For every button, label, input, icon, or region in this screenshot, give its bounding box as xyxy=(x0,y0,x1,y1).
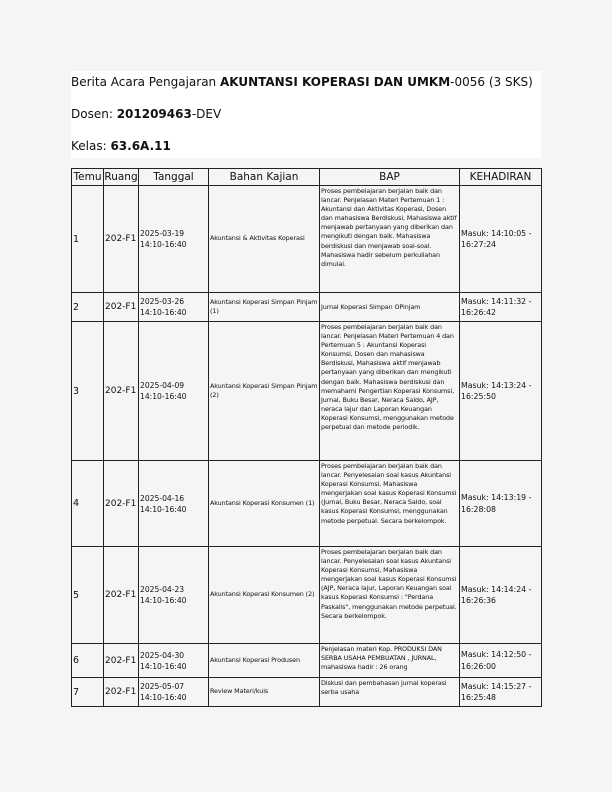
cell-bahan-kajian: Akuntansi & Aktivitas Koperasi xyxy=(209,186,320,293)
col-header-bap: BAP xyxy=(320,169,460,186)
time-value: 14:10-16:40 xyxy=(140,693,187,702)
cell-temu: 7 xyxy=(72,678,104,707)
lecturer-label: Dosen: xyxy=(71,107,117,121)
cell-tanggal xyxy=(139,644,209,678)
time-value: 14:10-16:40 xyxy=(140,504,187,514)
date-value: 2025-04-30 xyxy=(140,650,185,660)
cell-tanggal xyxy=(139,322,209,461)
cell-ruang: 202-F1 xyxy=(104,547,139,644)
lecturer-id: 201209463 xyxy=(116,107,192,121)
cell-bap: Proses pembelajaran berjalan baik dan lancar. Penjelasan Materi Pertemuan 1 : Akuntansi dan Aktivitas Koperasi, Dosen dan mahasiswa Berdiskusi, Mahasiswa aktif menjawab pertanyaan yang diberikan dan mengikuti dengan baik. Mahasiswa berdiskusi dan menjawab soal-soal. Mahasiswa hadir sebelum perkuliahan dimulai. xyxy=(320,186,460,293)
title-prefix: Berita Acara Pengajaran xyxy=(71,75,220,89)
cell-temu: 5 xyxy=(72,547,104,644)
cell-ruang: 202-F1 xyxy=(104,186,139,293)
cell-temu: 6 xyxy=(72,644,104,678)
class-label: Kelas: xyxy=(71,139,111,153)
cell-kehadiran: Masuk: 14:10:05 - 16:27:24 xyxy=(460,186,542,293)
col-header-ruang: Ruang xyxy=(104,169,139,186)
cell-ruang: 202-F1 xyxy=(104,461,139,547)
cell-temu: 3 xyxy=(72,322,104,461)
date-value: 2025-03-19 xyxy=(140,229,185,238)
cell-bahan-kajian: Akuntansi Koperasi Konsumen (2) xyxy=(209,547,320,644)
col-header-temu: Temu xyxy=(72,169,104,186)
class-value: 63.6A.11 xyxy=(110,139,171,153)
cell-tanggal xyxy=(139,186,209,293)
cell-temu: 4 xyxy=(72,461,104,547)
cell-bap: Proses pembelajaran berjalan baik dan lancar. Penyelesaian soal kasus Akuntansi Koperasi Konsumsi, Mahasiswa mengerjakan soal kasus Koperasi Konsumsi (AJP, Neraca lajur, Laporan Keuangan soal kasus Koperasi Konsumsi : "Perdana Paskalis", menggunakan metode perpetual. Secara berkelompok. xyxy=(320,547,460,644)
time-value: 14:10-16:40 xyxy=(140,240,187,249)
cell-ruang: 202-F1 xyxy=(104,678,139,707)
class-line xyxy=(71,139,171,153)
cell-tanggal xyxy=(139,547,209,644)
time-value: 14:10-16:40 xyxy=(140,308,187,317)
col-header-kehadiran: KEHADIRAN xyxy=(460,169,542,186)
cell-bahan-kajian: Akuntansi Koperasi Konsumen (1) xyxy=(209,461,320,547)
table-row xyxy=(72,186,542,293)
cell-kehadiran: Masuk: 14:14:24 - 16:26:36 xyxy=(460,547,542,644)
attendance-table xyxy=(71,168,542,707)
cell-kehadiran: Masuk: 14:13:24 - 16:25:50 xyxy=(460,322,542,461)
cell-bahan-kajian: Akuntansi Koperasi Produsen xyxy=(209,644,320,678)
cell-kehadiran: Masuk: 14:13:19 - 16:28:08 xyxy=(460,461,542,547)
table-row xyxy=(72,547,542,644)
col-header-bahan-kajian: Bahan Kajian xyxy=(209,169,320,186)
date-value: 2025-05-07 xyxy=(140,682,185,691)
cell-bap: Diskusi dan pembahasan jurnal koperasi serba usaha xyxy=(320,678,460,707)
lecturer-line xyxy=(71,107,221,121)
course-code-sks: -0056 (3 SKS) xyxy=(450,75,533,89)
cell-bahan-kajian: Akuntansi Koperasi Simpan Pinjam (1) xyxy=(209,293,320,322)
cell-kehadiran: Masuk: 14:11:32 - 16:26:42 xyxy=(460,293,542,322)
cell-bap: Penjelasan materi Kop. PRODUKSI DAN SERBA USAHA PEMBUATAN , JURNAL, mahasiswa hadir : 26 orang xyxy=(320,644,460,678)
report-header xyxy=(71,71,541,158)
date-value: 2025-04-16 xyxy=(140,493,185,503)
cell-bap: Proses pembelajaran berjalan baik dan lancar. Penjelasan Materi Pertemuan 4 dan Pertemuan 5 : Akuntansi Koperasi Konsumsi, Dosen dan mahasiswa Berdiskusi, Mahasiswa aktif menjawab pertanyaan yang diberikan dan mengikuti dengan baik. Mahasiswa berdiskusi dan memahami Pengertian Koperasi Konsumsi, Jurnal, Buku Besar, Neraca Saldo, AJP, neraca lajur dan Laporan Keuangan Koperasi Konsumsi, menggunakan metode perpetual dan metode periodik. xyxy=(320,322,460,461)
col-header-tanggal: Tanggal xyxy=(139,169,209,186)
time-value: 14:10-16:40 xyxy=(140,596,187,605)
cell-tanggal xyxy=(139,678,209,707)
cell-bap: Jurnal Koperasi Simpan OPinjam xyxy=(320,293,460,322)
cell-ruang: 202-F1 xyxy=(104,644,139,678)
cell-bap: Proses pembelajaran berjalan baik dan lancar. Penyelesaian soal kasus Akuntansi Koperasi Konsumsi, Mahasiswa mengerjakan soal kasus Koperasi Konsumsi (Jurnal, Buku Besar, Neraca Saldo, soal kasus Koperasi Konsumsi, menggunakan metode perpetual. Secara berkelompok. xyxy=(320,461,460,547)
date-value: 2025-04-23 xyxy=(140,585,185,594)
cell-kehadiran: Masuk: 14:15:27 - 16:25:48 xyxy=(460,678,542,707)
cell-ruang: 202-F1 xyxy=(104,322,139,461)
cell-temu: 1 xyxy=(72,186,104,293)
table-header-row xyxy=(72,169,542,186)
date-value: 2025-04-09 xyxy=(140,381,185,390)
date-value: 2025-03-26 xyxy=(140,297,185,306)
cell-temu: 2 xyxy=(72,293,104,322)
cell-bahan-kajian: Review Materi/kuis xyxy=(209,678,320,707)
cell-kehadiran: Masuk: 14:12:50 - 16:26:00 xyxy=(460,644,542,678)
table-row xyxy=(72,644,542,678)
cell-bahan-kajian: Akuntansi Koperasi Simpan Pinjam (2) xyxy=(209,322,320,461)
lecturer-suffix: -DEV xyxy=(191,107,222,121)
report-title xyxy=(71,75,533,89)
table-row xyxy=(72,293,542,322)
course-name: AKUNTANSI KOPERASI DAN UMKM xyxy=(219,75,451,89)
cell-tanggal xyxy=(139,293,209,322)
cell-ruang: 202-F1 xyxy=(104,293,139,322)
time-value: 14:10-16:40 xyxy=(140,661,187,671)
cell-tanggal xyxy=(139,461,209,547)
table-row xyxy=(72,678,542,707)
table-row xyxy=(72,461,542,547)
table-row xyxy=(72,322,542,461)
time-value: 14:10-16:40 xyxy=(140,392,187,401)
